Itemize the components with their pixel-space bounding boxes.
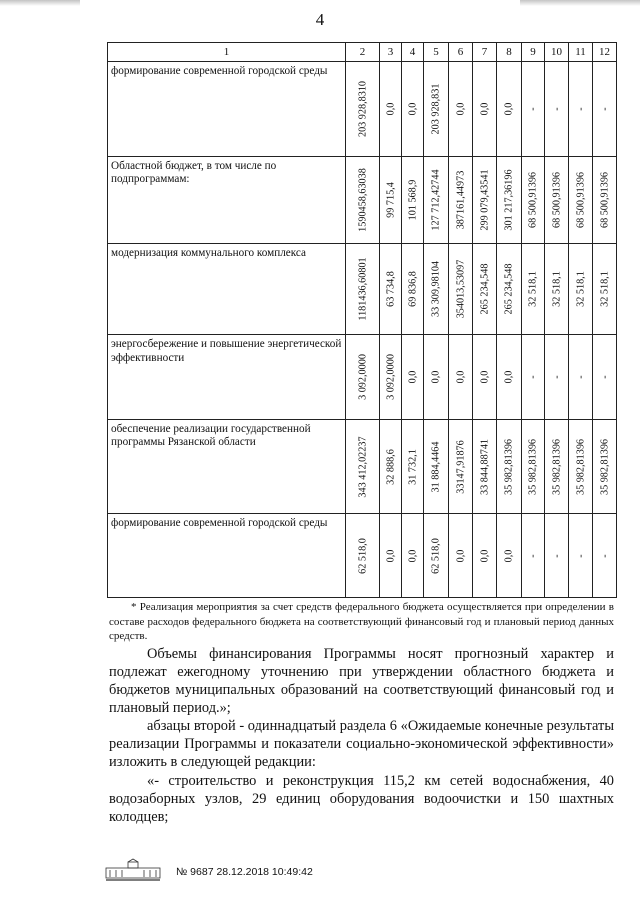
header-cell: 11 [569,43,593,62]
cell-value: 1181436,60801 [357,257,368,321]
value-cell [402,419,424,514]
building-stamp-icon [104,858,162,882]
header-cell: 8 [497,43,522,62]
value-cell [522,514,545,598]
value-cell [380,244,402,335]
header-cell: 5 [424,43,449,62]
cell-value: 0,0 [407,102,418,116]
value-cell [473,62,497,157]
header-cell: 3 [380,43,402,62]
value-cell [346,244,380,335]
page-number: 4 [315,10,325,29]
value-cell [473,514,497,598]
cell-value: 0,0 [430,370,442,384]
value-cell [424,335,449,420]
cell-value: - [551,107,562,111]
cell-value: 62 518,0 [430,537,442,574]
header-cell: 10 [545,43,569,62]
value-cell [402,62,424,157]
value-cell [497,156,522,244]
value-cell [473,244,497,335]
value-cell [449,244,473,335]
value-cell [522,62,545,157]
cell-value: 203 928,8310 [357,80,368,137]
cell-value: 203 928,831 [430,83,442,135]
cell-value: - [575,375,586,379]
table-header-row [108,43,617,62]
footnote-text: * Реализация мероприятия за счет средств федерального бюджета осуществляется при определении в составе расходов федерального бюджета на соответствующий финансовый год и плановый период данных средств. [109,601,614,643]
value-cell [522,419,545,514]
value-cell [424,62,449,157]
row-label: обеспечение реализации государственной программы Рязанской области [108,419,346,514]
cell-value: - [575,553,586,558]
paragraph: «- строительство и реконструкция 115,2 км сетей водоснабжения, 40 водозаборных узлов, 29 единиц оборудования водоочистки и 150 шахтных колодцев; [109,773,614,825]
cell-value: - [551,553,562,558]
cell-value: 32 518,1 [527,271,539,308]
value-cell [346,335,380,420]
cell-value: 0,0 [407,549,418,563]
paragraph: абзацы второй - одиннадцатый раздела 6 «Ожидаемые конечные результаты реализации Программы и показатели социально-экономической эффективности» изложить в следующей редакции: [109,718,614,771]
value-cell [473,156,497,244]
cell-value: 33147,91876 [455,439,466,494]
cell-value: 35 982,81396 [575,438,586,495]
cell-value: 0,0 [455,549,466,563]
table-row [108,62,617,157]
value-cell [497,335,522,420]
row-label: формирование современной городской среды [108,62,346,157]
cell-value: 3 092,0000 [385,353,396,400]
value-cell [497,419,522,514]
cell-value: 68 500,91396 [599,172,610,229]
cell-value: 35 982,81396 [551,438,562,495]
cell-value: - [575,107,586,111]
value-cell [569,514,593,598]
table-row [108,156,617,244]
cell-value: - [599,553,610,558]
cell-value: 62 518,0 [357,537,368,574]
value-cell [449,62,473,157]
cell-value: 31 884,4464 [430,441,442,492]
value-cell [569,335,593,420]
cell-value: 0,0 [479,549,490,563]
cell-value: 301 217,36196 [503,169,515,231]
paragraph: Объемы финансирования Программы носят прогнозный характер и подлежат ежегодному уточнению при утверждении областного бюджета и бюджетов муниципальных образований на соответствующий финансовый год и плановый период.»; [109,646,614,716]
scan-shadow-right [520,0,640,6]
value-cell [545,62,569,157]
header-cell: 6 [449,43,473,62]
cell-value: 32 518,1 [599,271,610,308]
cell-value: 343 412,02237 [357,435,368,498]
cell-value: 0,0 [479,370,490,384]
value-cell [545,514,569,598]
value-cell [545,244,569,335]
value-cell [449,335,473,420]
value-cell [593,335,617,420]
table-row [108,335,617,420]
cell-value: 35 982,81396 [527,438,539,495]
cell-value: 33 844,88741 [479,438,490,495]
cell-value: 3 092,0000 [357,353,368,400]
cell-value: 265 234,548 [503,263,515,315]
cell-value: 32 888,6 [385,448,396,485]
value-cell [380,156,402,244]
value-cell [497,514,522,598]
cell-value: 1590458,63038 [357,168,368,232]
value-cell [346,514,380,598]
cell-value: 0,0 [503,549,515,563]
cell-value: 0,0 [503,102,515,116]
cell-value: 68 500,91396 [575,172,586,229]
cell-value: 127 712,42744 [430,169,442,231]
value-cell [449,156,473,244]
value-cell [545,419,569,514]
value-cell [497,244,522,335]
table-row [108,419,617,514]
cell-value: 354013,53097 [455,259,466,319]
value-cell [346,62,380,157]
cell-value: 31 732,1 [407,448,418,485]
value-cell [473,335,497,420]
value-cell [593,244,617,335]
value-cell [402,244,424,335]
cell-value: - [527,107,539,111]
table-row [108,244,617,335]
value-cell [593,62,617,157]
header-cell: 12 [593,43,617,62]
value-cell [380,62,402,157]
financing-table [107,42,617,598]
cell-value: 33 309,98104 [430,261,442,318]
cell-value: 387161,44973 [455,170,466,230]
cell-value: 0,0 [385,102,396,116]
value-cell [569,156,593,244]
value-cell [593,156,617,244]
header-cell: 2 [346,43,380,62]
value-cell [593,419,617,514]
value-cell [522,335,545,420]
cell-value: - [599,107,610,111]
header-cell: 1 [108,43,346,62]
value-cell [402,335,424,420]
scan-shadow-left [0,0,80,6]
cell-value: 35 982,81396 [503,438,515,495]
value-cell [522,156,545,244]
cell-value: 0,0 [479,102,490,116]
value-cell [424,419,449,514]
value-cell [346,419,380,514]
cell-value: 63 734,8 [385,271,396,308]
row-label: энергосбережение и повышение энергетической эффективности [108,335,346,420]
cell-value: 0,0 [385,549,396,563]
header-cell: 7 [473,43,497,62]
cell-value: 68 500,91396 [527,172,539,229]
value-cell [569,244,593,335]
cell-value: - [599,375,610,379]
cell-value: 101 568,9 [407,179,418,221]
cell-value: - [551,375,562,379]
value-cell [593,514,617,598]
value-cell [522,244,545,335]
row-label: формирование современной городской среды [108,514,346,598]
cell-value: - [527,375,539,379]
cell-value: 32 518,1 [575,271,586,308]
value-cell [346,156,380,244]
value-cell [424,156,449,244]
cell-value: 265 234,548 [479,263,490,315]
cell-value: 0,0 [455,370,466,384]
value-cell [424,244,449,335]
cell-value: 69 836,8 [407,271,418,308]
value-cell [402,156,424,244]
cell-value: 299 079,43541 [479,169,490,231]
value-cell [424,514,449,598]
value-cell [380,335,402,420]
cell-value: 68 500,91396 [551,172,562,229]
row-label: модернизация коммунального комплекса [108,244,346,335]
cell-value: 0,0 [407,370,418,384]
value-cell [449,514,473,598]
footnote [109,600,614,644]
body-text [109,646,614,828]
value-cell [569,419,593,514]
header-cell: 4 [402,43,424,62]
cell-value: - [527,553,539,558]
cell-value: 32 518,1 [551,271,562,308]
cell-value: 0,0 [455,102,466,116]
cell-value: 0,0 [503,370,515,384]
row-label: Областной бюджет, в том числе по подпрограммам: [108,156,346,244]
value-cell [545,156,569,244]
value-cell [497,62,522,157]
table-row [108,514,617,598]
cell-value: 35 982,81396 [599,438,610,495]
cell-value: 99 715,4 [385,182,396,218]
value-cell [473,419,497,514]
document-id: № 9687 28.12.2018 10:49:42 [176,866,313,878]
value-cell [380,514,402,598]
value-cell [402,514,424,598]
header-cell: 9 [522,43,545,62]
value-cell [545,335,569,420]
value-cell [380,419,402,514]
value-cell [569,62,593,157]
value-cell [449,419,473,514]
